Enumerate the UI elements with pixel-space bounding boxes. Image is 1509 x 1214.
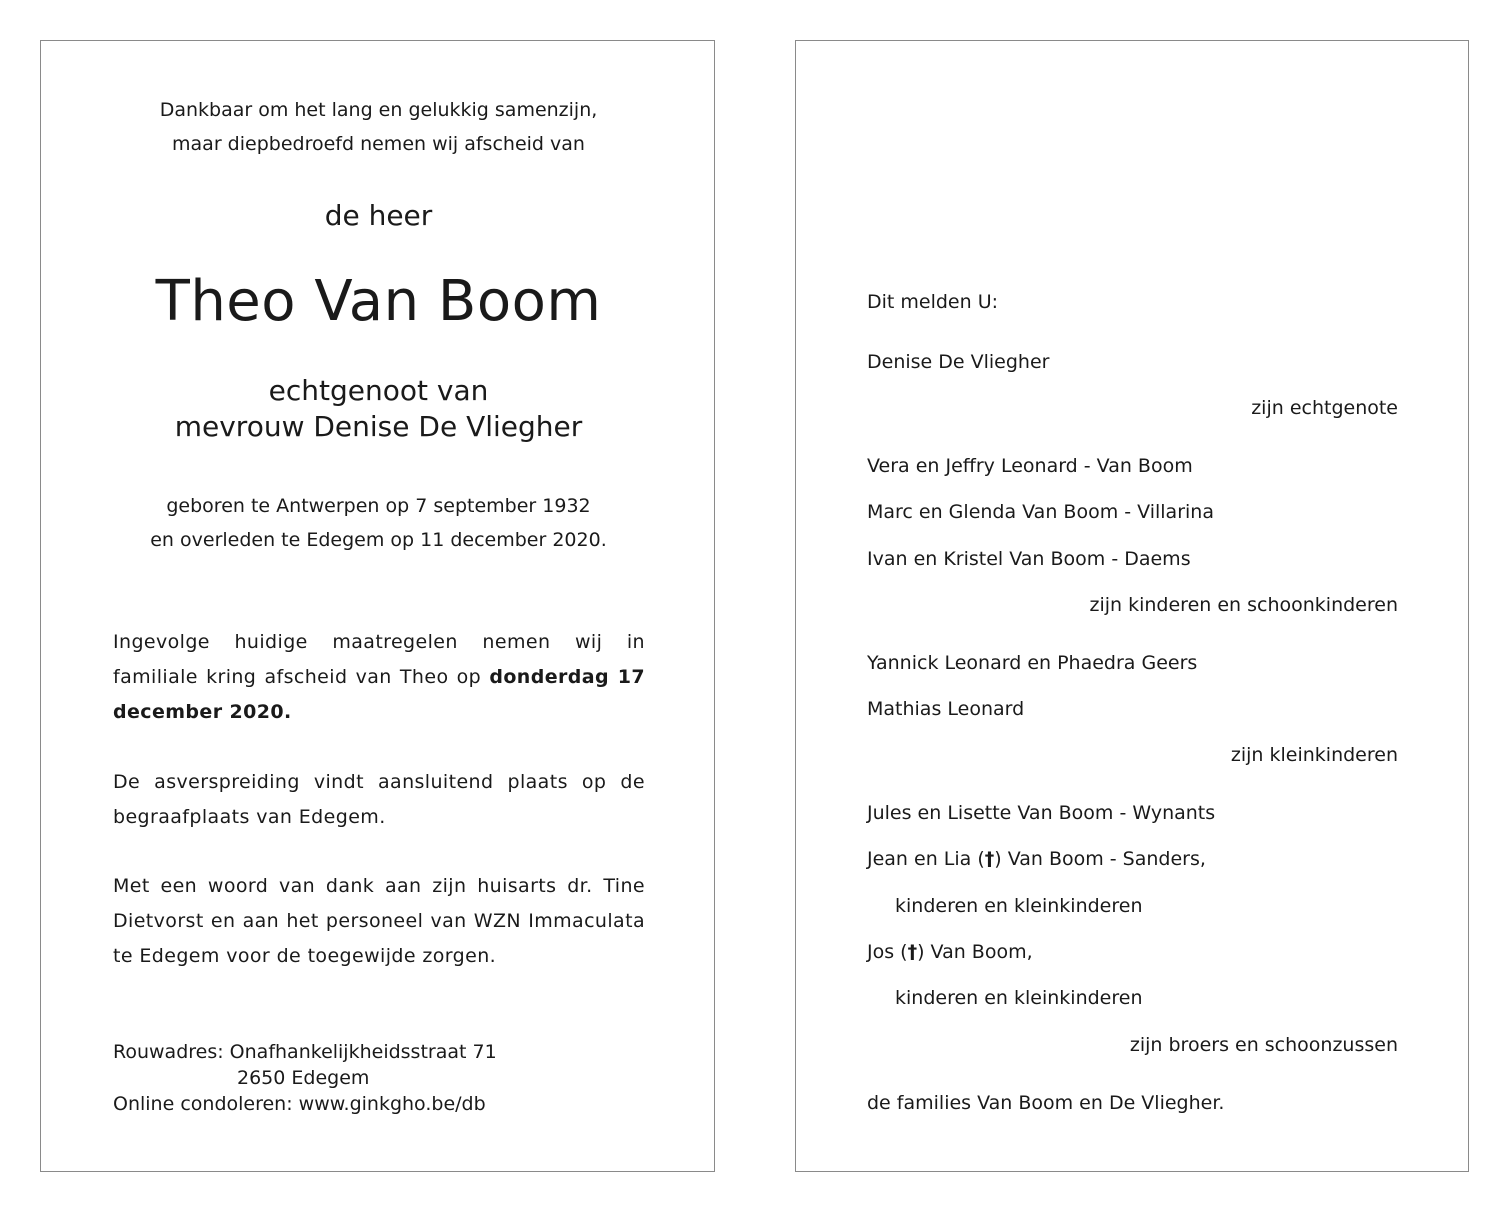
grandchild-entry: Mathias Leonard: [867, 698, 1025, 720]
spouse-line: mevrouw Denise De Vliegher: [174, 410, 583, 443]
sibling-entry: Jean en Lia (†) Van Boom - Sanders,: [867, 848, 1206, 870]
intro-line: Dankbaar om het lang en gelukkig samenzijn,: [159, 99, 598, 121]
grandchildren-role: zijn kleinkinderen: [1230, 744, 1398, 766]
thanks-paragraph: Met een woord van dank aan zijn huisarts dr. Tine Dietvorst en aan het personeel van WZN Immaculata te Edegem voor de toegewijde zorgen.: [113, 875, 645, 967]
sibling-subentry: kinderen en kleinkinderen: [895, 895, 1143, 917]
child-entry: Marc en Glenda Van Boom - Villarina: [867, 501, 1214, 523]
spouse-name: Denise De Vliegher: [867, 351, 1050, 373]
ceremony-text: Ingevolge huidige maatregelen nemen wij in familiale kring afscheid van Theo op: [113, 631, 645, 688]
spouse-line: echtgenoot van: [268, 374, 489, 407]
grandchild-entry: Yannick Leonard en Phaedra Geers: [867, 652, 1198, 674]
left-card: [40, 40, 715, 1172]
address-block: [113, 1039, 497, 1117]
families-line: de families Van Boom en De Vliegher.: [867, 1092, 1225, 1114]
address-postal: 2650 Edegem: [237, 1067, 370, 1089]
condolence-link: Online condoleren: www.ginkgho.be/db: [113, 1093, 486, 1115]
intro-line: maar diepbedroefd nemen wij afscheid van: [172, 133, 585, 155]
cross-icon: †: [907, 941, 918, 963]
child-entry: Ivan en Kristel Van Boom - Daems: [867, 548, 1191, 570]
child-entry: Vera en Jeffry Leonard - Van Boom: [867, 455, 1193, 477]
ceremony-date: donderdag 17 december 2020.: [113, 666, 645, 723]
ash-scattering-paragraph: De asverspreiding vindt aansluitend plaats op de begraafplaats van Edegem.: [113, 771, 645, 828]
address-line: Rouwadres: Onafhankelijkheidsstraat 71: [113, 1041, 497, 1063]
sibling-entry: Jules en Lisette Van Boom - Wynants: [867, 802, 1216, 824]
ceremony-paragraph: [113, 625, 645, 730]
died-line: en overleden te Edegem op 11 december 2020.: [150, 529, 607, 551]
title-honorific: de heer: [324, 199, 433, 232]
sibling-entry: Jos (†) Van Boom,: [867, 941, 1033, 963]
spouse-role: zijn echtgenote: [1251, 397, 1398, 419]
children-role: zijn kinderen en schoonkinderen: [1089, 594, 1398, 616]
born-line: geboren te Antwerpen op 7 september 1932: [166, 495, 591, 517]
spouse-text: [41, 373, 716, 445]
deceased-name: Theo Van Boom: [155, 269, 602, 334]
announcer-header: Dit melden U:: [867, 291, 999, 313]
cross-icon: †: [984, 848, 995, 870]
siblings-role: zijn broers en schoonzussen: [1129, 1034, 1398, 1056]
birth-death-dates: [41, 489, 716, 557]
sibling-subentry: kinderen en kleinkinderen: [895, 987, 1143, 1009]
intro-text: [41, 93, 716, 161]
right-card: [795, 40, 1469, 1172]
